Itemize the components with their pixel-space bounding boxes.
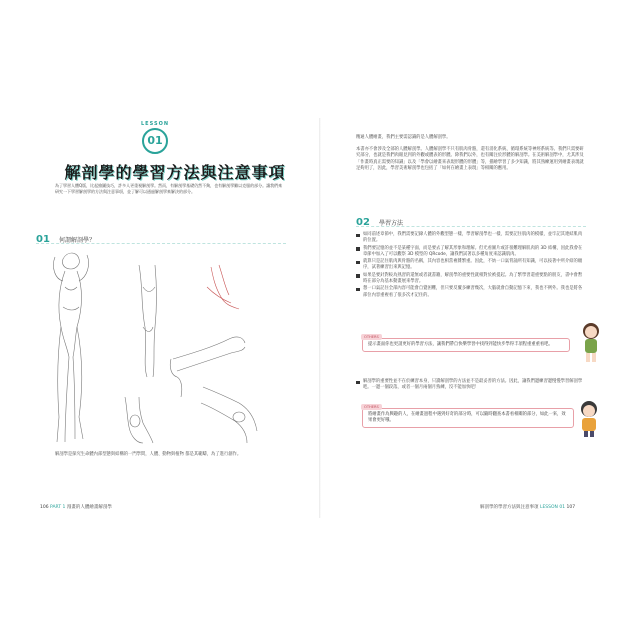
lesson-label: LESSON [140, 121, 169, 127]
method-bullet-list-2 [356, 379, 586, 391]
note-text: 提示畫面你也更請更好的學習方法，讓我們帶自快樂學習中找得到能快步學得丰項程重重重看吧。 [368, 342, 553, 347]
section-heading-2 [356, 212, 586, 227]
anatomy-illustrations [43, 247, 285, 447]
right-paragraph: 本書亦不會涉及全部的人體解剖學。人體解剖學不只有肌肉骨骼，還有消化系統、循環系統等神經系統等。我們只需要研究部分，也就是我們肉眼見到的外觀或體表的形體。除我們以外，也有關注於形體的解剖學。在美術解剖學中，尤其涉及「作畫時真正需要的知識」以及「學會以繪畫來表現形體的形體」等，描繪學習了多少知識，將其熟練運用到繪畫表現就足夠用了，因此，學習美術解剖學也包括了「如何在繪畫上表現」等相關的應用。 [356, 147, 584, 171]
left-page-footer [40, 504, 112, 510]
bullet-item: 如同前述章節中，我們需要記錄人體的外觀型態一樣，學習解剖學也一樣，需要記住肌肉的模樣，並牢記其連結肌肉的位置。 [356, 232, 586, 244]
right-page [320, 118, 612, 518]
note-text: 將繪畫作為興趣的人，在繪畫過程中遇到好奇的部分時，可以隨時翻查本書看相關的部分，如此一來，效果會更好哦。 [368, 412, 566, 423]
elbow-drawing [201, 387, 257, 443]
page-number: 107 [566, 505, 576, 510]
arm-drawing [170, 337, 245, 397]
chapter-tag: PART 1 [50, 505, 66, 510]
boy-character-illustration [574, 398, 604, 438]
bullet-item: 想一口氣記住全部內容可能會自覺困難，但只要反覆多練習幾次，大腦就會自動記憶下來，我也不例外。我也是將各部位內容重複看了很多次才記住的。 [356, 286, 586, 298]
method-bullet-list [356, 232, 586, 300]
figure-caption: 解剖學是探究生命體內部型態與結構的一門學問，人體、動物與植物 都是其範疇，為了進行創作。 [55, 452, 242, 457]
bullet-item: 如果是要針對較為熟習的還無或者就書籍，解剖學的重要性就相對於被提起。為了繁學習還重要點的朋友，書中會暫時在部分為基本動畫展來學習。 [356, 273, 586, 285]
tip-note-2 [362, 405, 574, 428]
page-number: 106 [40, 505, 49, 510]
right-top-text: 精通人體繪畫，我們主要需認識的是人體解剖學。 [356, 135, 451, 140]
tip-note-1 [362, 335, 570, 352]
section-number: 01 [36, 234, 50, 245]
intro-text: 為了學習人體Q版，比起繪圖技巧，許多人更重視解剖學。然而，有解剖學基礎仍然不夠，也有解剖學難以克服的部分。讓我們來研究一下學習解剖學的方法與注意事項，並了解可以通過解剖學來解決的部分。 [55, 183, 283, 194]
knee-drawing [125, 397, 153, 443]
lesson-number: 01 [142, 128, 168, 154]
section-title: 學習方法 [379, 220, 404, 227]
girl-character-illustration [576, 320, 606, 364]
section-number: 02 [356, 217, 370, 228]
bullet-item: 就算只是記住肌肉與骨骼的名稱，其內容也相當複雜繁重。因此，不妨一口氣背誦所有知識，可以按著中所介紹的順序，試著練習出來與記憶。 [356, 259, 586, 271]
page-title: 解剖學的學習方法與注意事項 [64, 163, 286, 182]
leg-drawing [139, 265, 157, 377]
bullet-item: 解剖學的重要性並不在於練習本身，只讀解剖學的方法並不是最妥善的方法。因此，讓我們邊練習邊慢慢學習解剖學吧。一邊一個段落，或者一個月兩個月熟練，沒不能加快吧！ [356, 379, 586, 391]
note-tag: OTHERS [361, 404, 382, 410]
section-title: 何謂解剖學？ [59, 237, 96, 244]
section-heading-1 [36, 229, 286, 244]
standing-figure-drawing [53, 253, 88, 442]
neck-muscle-drawing [207, 265, 239, 309]
right-page-footer [480, 504, 575, 510]
running-head: 解剖學的學習方法與注意事項 [480, 505, 539, 510]
lesson-badge [135, 121, 175, 154]
lesson-tag: LESSON 01 [539, 505, 566, 510]
chapter-title: 漫畫的人體繪畫解剖學 [66, 505, 112, 510]
note-tag: OTHERS [361, 334, 382, 340]
book-spine [319, 118, 321, 518]
bullet-item: 我們要記憶的並不是某種字面，而是要去了解其形象和理解。但光看圖片或許很難理解肌肉的 3D 結構，因此我會在章節中加入了可以觀察 3D 模型的 QRcode，讓我們試著以多種角度來認識肌肉。 [356, 246, 586, 258]
